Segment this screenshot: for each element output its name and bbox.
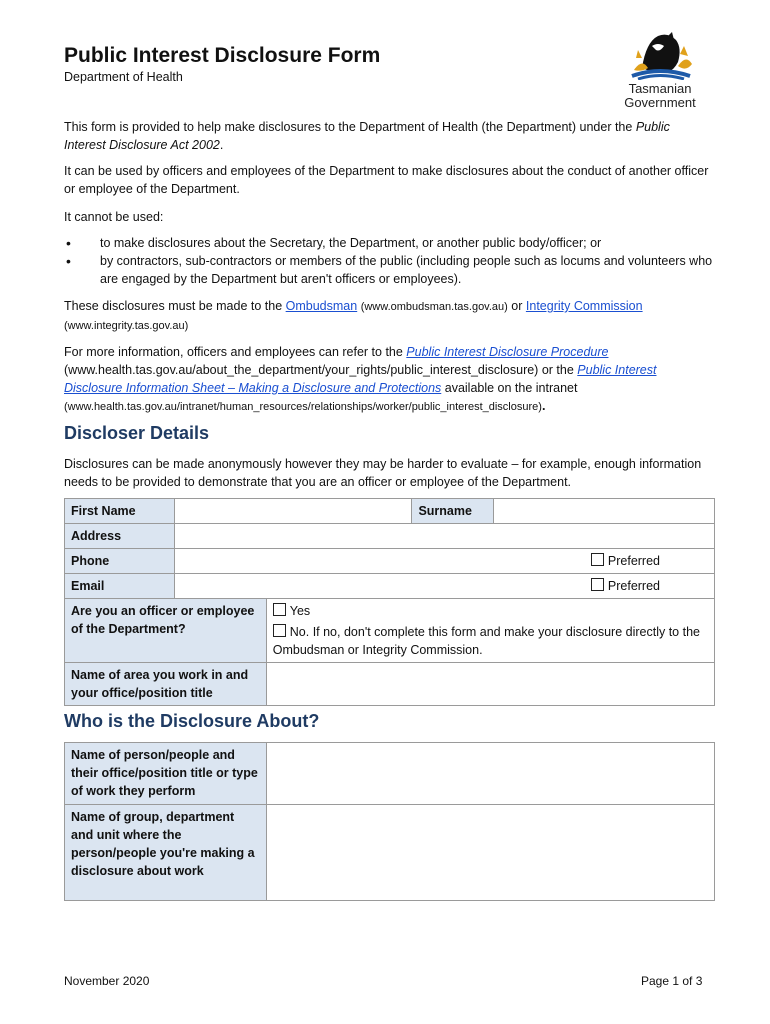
intro-p1-text: This form is provided to help make disclosures to the Department of Health (the Department) under the — [64, 120, 636, 134]
area-label: Name of area you work in and your office/position title — [65, 663, 267, 706]
p5-end: . — [541, 399, 546, 413]
cannot-use-list — [64, 234, 714, 288]
email-preferred-checkbox[interactable] — [591, 578, 604, 591]
first-name-label: First Name — [65, 499, 175, 524]
discloser-note: Disclosures can be made anonymously however they may be harder to evaluate – for example, enough information needs to be provided to demonstrate that you are an officer or employee of the Department. — [64, 457, 702, 489]
area-field[interactable] — [266, 663, 714, 706]
phone-preferred-checkbox[interactable] — [591, 553, 604, 566]
group-field[interactable] — [266, 805, 714, 901]
page-subtitle: Department of Health — [64, 70, 183, 84]
address-field[interactable] — [174, 524, 714, 549]
address-label: Address — [65, 524, 175, 549]
phone-label: Phone — [65, 549, 175, 574]
integrity-commission-link[interactable]: Integrity Commission — [525, 299, 643, 313]
person-field[interactable] — [266, 743, 714, 805]
first-name-field[interactable] — [174, 499, 412, 524]
ombudsman-url: (www.ombudsman.tas.gov.au) — [360, 301, 508, 313]
intro-paragraph-1 — [64, 118, 714, 154]
email-preferred-label: Preferred — [607, 579, 660, 593]
procedure-url: (www.health.tas.gov.au/about_the_department/your_rights/public_interest_disclosure) — [64, 363, 539, 377]
no-checkbox[interactable] — [273, 624, 286, 637]
phone-preferred-label: Preferred — [607, 554, 660, 568]
p5-or: or the — [538, 363, 578, 377]
yes-checkbox[interactable] — [273, 603, 286, 616]
footer-page-number: Page 1 of 3 — [641, 974, 703, 988]
list-item: • by contractors, sub-contractors or members of the public (including people such as locums and volunteers who are engaged by the Department but aren't officers or employees). — [64, 252, 714, 288]
intro-paragraph-2: It can be used by officers and employees of the Department to make disclosures about the conduct of another officer or employee of the Department. — [64, 164, 709, 196]
surname-label: Surname — [412, 499, 494, 524]
procedure-link[interactable]: Public Interest Disclosure Procedure — [406, 345, 609, 359]
ombudsman-link[interactable]: Ombudsman — [285, 299, 358, 313]
phone-field[interactable] — [174, 549, 714, 574]
p5-text: For more information, officers and employees can refer to the — [64, 345, 407, 359]
discloser-details-table — [64, 498, 715, 706]
officer-question-label: Are you an officer or employee of the Department? — [65, 599, 267, 663]
intro-paragraph-4 — [64, 297, 714, 335]
no-label: No. If no, don't complete this form and make your disclosure directly to the Ombudsman or Integrity Commission. — [272, 625, 700, 657]
person-label: Name of person/people and their office/position title or type of work they perform — [65, 743, 267, 805]
email-label: Email — [65, 574, 175, 599]
information-sheet-link[interactable]: Public Interest Disclosure Information Sheet – Making a Disclosure and Protections — [64, 363, 657, 395]
act-name: Public Interest Disclosure Act 2002 — [64, 120, 670, 152]
tasmanian-government-logo — [612, 28, 708, 110]
list-item: • to make disclosures about the Secretary, the Department, or another public body/officer; or — [64, 234, 714, 252]
officer-question-options — [266, 599, 714, 663]
p4-text: These disclosures must be made to the — [64, 299, 286, 313]
disclosure-about-table — [64, 742, 715, 901]
page-title: Public Interest Disclosure Form — [64, 44, 381, 67]
intranet-url: (www.health.tas.gov.au/intranet/human_resources/relationships/worker/public_interest_disclosure) — [64, 401, 542, 413]
p4-or: or — [507, 299, 526, 313]
yes-label: Yes — [289, 604, 311, 618]
footer-date: November 2020 — [64, 974, 150, 988]
email-field[interactable] — [174, 574, 714, 599]
discloser-details-heading: Discloser Details — [64, 423, 210, 443]
logo-text-line1: Tasmanian — [628, 81, 692, 96]
integrity-url: (www.integrity.tas.gov.au) — [64, 320, 189, 332]
intro-paragraph-3: It cannot be used: — [64, 210, 164, 224]
intro-p1-end: . — [219, 138, 224, 152]
logo-text-line2: Government — [624, 95, 696, 110]
intro-paragraph-5 — [64, 343, 714, 416]
p5-available: available on the intranet — [441, 381, 578, 395]
surname-field[interactable] — [494, 499, 715, 524]
group-label: Name of group, department and unit where the person/people you're making a disclosure about work — [65, 805, 267, 901]
disclosure-about-heading: Who is the Disclosure About? — [64, 711, 320, 731]
tasmanian-tiger-emblem-icon — [612, 28, 708, 80]
